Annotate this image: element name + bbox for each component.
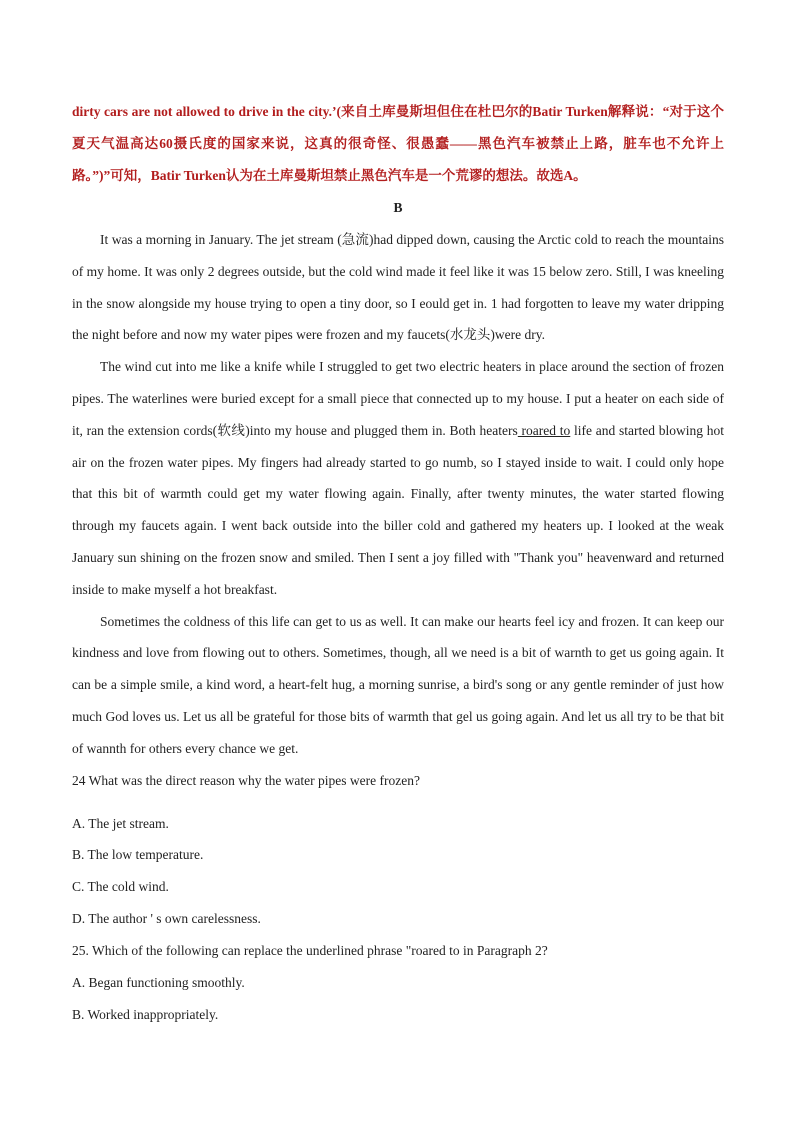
question-24-option-c[interactable]: C. The cold wind. xyxy=(72,879,169,895)
passage-paragraph-2 xyxy=(72,351,724,605)
paragraph-2-text-after: life and started blowing hot air on the frozen water pipes. My fingers had already started to go numb, so I stayed inside to wait. I could only hope that this bit of warmth could get my water flowing again. Finally, after twenty minutes, the water started flowing through my faucets again. I went back outside into the biller cold and gathered my heaters up. I looked at the weak January sun shining on the frozen snow and smiled. Then I sent a joy filled with "Thank you" heavenward and returned inside to make myself a hot breakfast. xyxy=(72,422,724,597)
document-page xyxy=(72,96,724,1030)
answer-explanation: dirty cars are not allowed to drive in the city.’(来自土库曼斯坦但住在杜巴尔的Batir Turken解释说：“对于这个夏天气温高达60摄氏度的国家来说，这真的很奇怪、很愚蠢——黑色汽车被禁止上路，脏车也不允许上路。”)”可知，Batir Turken认为在土库曼斯坦禁止黑色汽车是一个荒谬的想法。故选A。 xyxy=(72,104,724,183)
passage-paragraph-3: Sometimes the coldness of this life can get to us as well. It can make our hearts feel icy and frozen. It can keep our kindness and love from flowing out to others. Sometimes, though, all we need is a bit of warnth to get us going again. It can be a simple smile, a kind word, a heart-felt hug, a morning sunrise, a bird's song or any gentle reminder of just how much God loves us. Let us all be grateful for those bits of warmth that gel us going again. And let us all try to be that bit of wannth for others every chance we get. xyxy=(72,613,724,756)
question-25-option-a[interactable]: A. Began functioning smoothly. xyxy=(72,974,245,990)
underlined-phrase: roared to xyxy=(517,422,571,438)
question-24-stem: 24 What was the direct reason why the water pipes were frozen? xyxy=(72,772,420,788)
question-25-option-b[interactable]: B. Worked inappropriately. xyxy=(72,1006,219,1022)
paragraph-2-text-before: The wind cut into me like a knife while I struggled to get two electric heaters in place around the section of frozen pipes. The waterlines were buried except for a small piece that connected up to my house. I put a heater on each side of it, ran the extension cords(软线)into my house and plugged them in. Both heaters xyxy=(72,359,724,438)
question-24-option-a[interactable]: A. The jet stream. xyxy=(72,815,169,831)
question-24-option-d[interactable]: D. The author ' s own carelessness. xyxy=(72,910,261,926)
passage-paragraph-1: It was a morning in January. The jet stream (急流)had dipped down, causing the Arctic cold to reach the mountains of my home. It was only 2 degrees outside, but the cold wind made it feel like it was 15 below zero. Still, I was kneeling in the snow alongside my house trying to open a tiny door, so I eould get in. 1 had forgotten to leave my water dripping the night before and now my water pipes were frozen and my faucets(水龙头)were dry. xyxy=(72,232,724,343)
question-24-option-b[interactable]: B. The low temperature. xyxy=(72,847,204,863)
section-heading: B xyxy=(393,200,403,215)
question-25-stem: 25. Which of the following can replace the underlined phrase "roared to in Paragraph 2? xyxy=(72,942,548,958)
